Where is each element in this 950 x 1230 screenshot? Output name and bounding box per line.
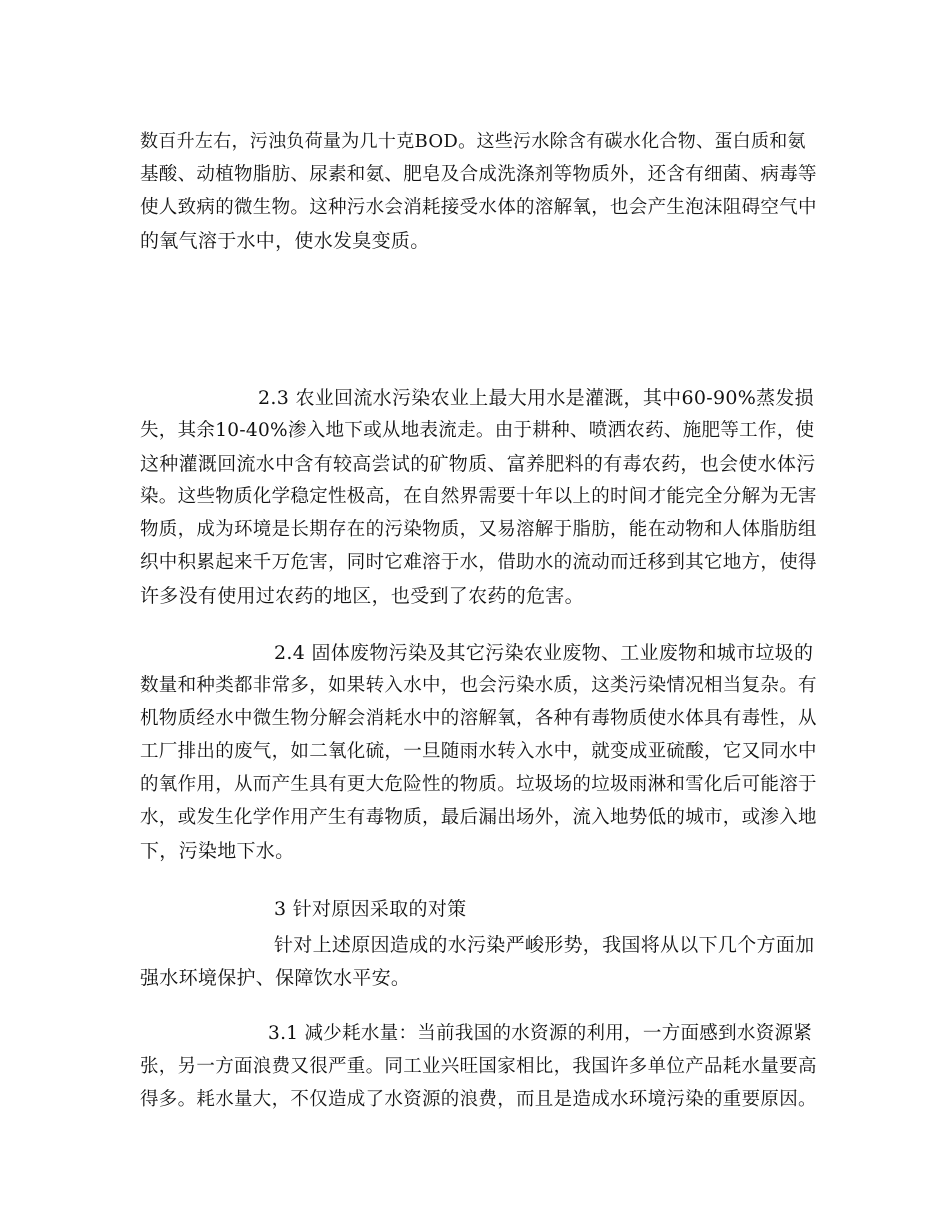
paragraph-line: 机物质经水中微生物分解会消耗水中的溶解氧，各种有毒物质使水体具有毒性，从 <box>140 708 817 729</box>
paragraph-line: 基酸、动植物脂肪、尿素和氨、肥皂及合成洗涤剂等物质外，还含有细菌、病毒等 <box>140 164 817 185</box>
paragraph-line: 失，其余10-40%渗入地下或从地表流走。由于耕种、喷洒农药、施肥等工作，使 <box>140 420 815 441</box>
section-2-3-heading-line: 2.3 农业回流水污染农业上最大用水是灌溉，其中60-90%蒸发损 <box>258 387 814 409</box>
paragraph-line: 使人致病的微生物。这种污水会消耗接受水体的溶解氧，也会产生泡沫阻碍空气中 <box>140 197 817 218</box>
section-3-intro-line: 针对上述原因造成的水污染严峻形势，我国将从以下几个方面加 <box>274 934 815 956</box>
section-3-heading: 3 针对原因采取的对策 <box>274 898 467 920</box>
paragraph-line: 得多。耗水量大，不仅造成了水资源的浪费，而且是造成水环境污染的重要原因。 <box>140 1089 817 1110</box>
paragraph-line: 强水环境保护、保障饮水平安。 <box>140 967 411 989</box>
paragraph-line: 张，另一方面浪费又很严重。同工业兴旺国家相比，我国许多单位产品耗水量要高 <box>140 1056 817 1077</box>
paragraph-line: 这种灌溉回流水中含有较高尝试的矿物质、富养肥料的有毒农药，也会使水体污 <box>140 453 816 475</box>
paragraph-line: 下，污染地下水。 <box>140 840 295 862</box>
paragraph-line: 染。这些物质化学稳定性极高，在自然界需要十年以上的时间才能完全分解为无害 <box>140 486 817 507</box>
paragraph-line: 水，或发生化学作用产生有毒物质，最后漏出场外，流入地势低的城市，或渗入地 <box>140 807 817 828</box>
paragraph-line: 数百升左右，污浊负荷量为几十克BOD。这些污水除含有碳水化合物、蛋白质和氨 <box>140 131 806 152</box>
paragraph-line: 物质，成为环境是长期存在的污染物质，又易溶解于脂肪，能在动物和人体脂肪组 <box>140 519 817 540</box>
paragraph-line: 织中积累起来千万危害，同时它难溶于水，借助水的流动而迁移到其它地方，使得 <box>140 552 817 573</box>
section-3-1-heading-line: 3.1 减少耗水量：当前我国的水资源的利用，一方面感到水资源紧 <box>268 1023 813 1044</box>
paragraph-line: 许多没有使用过农药的地区，也受到了农药的危害。 <box>140 585 584 607</box>
paragraph-line: 的氧作用，从而产生具有更大危险性的物质。垃圾场的垃圾雨淋和雪化后可能溶于 <box>140 774 817 795</box>
paragraph-line: 的氧气溶于水中，使水发臭变质。 <box>140 230 430 252</box>
section-2-4-heading-line: 2.4 固体废物污染及其它污染农业废物、工业废物和城市垃圾的 <box>274 642 814 664</box>
paragraph-line: 数量和种类都非常多，如果转入水中，也会污染水质，这类污染情况相当复杂。有 <box>140 675 817 696</box>
paragraph-line: 工厂排出的废气，如二氧化硫，一旦随雨水转入水中，就变成亚硫酸，它又同水中 <box>140 741 817 762</box>
